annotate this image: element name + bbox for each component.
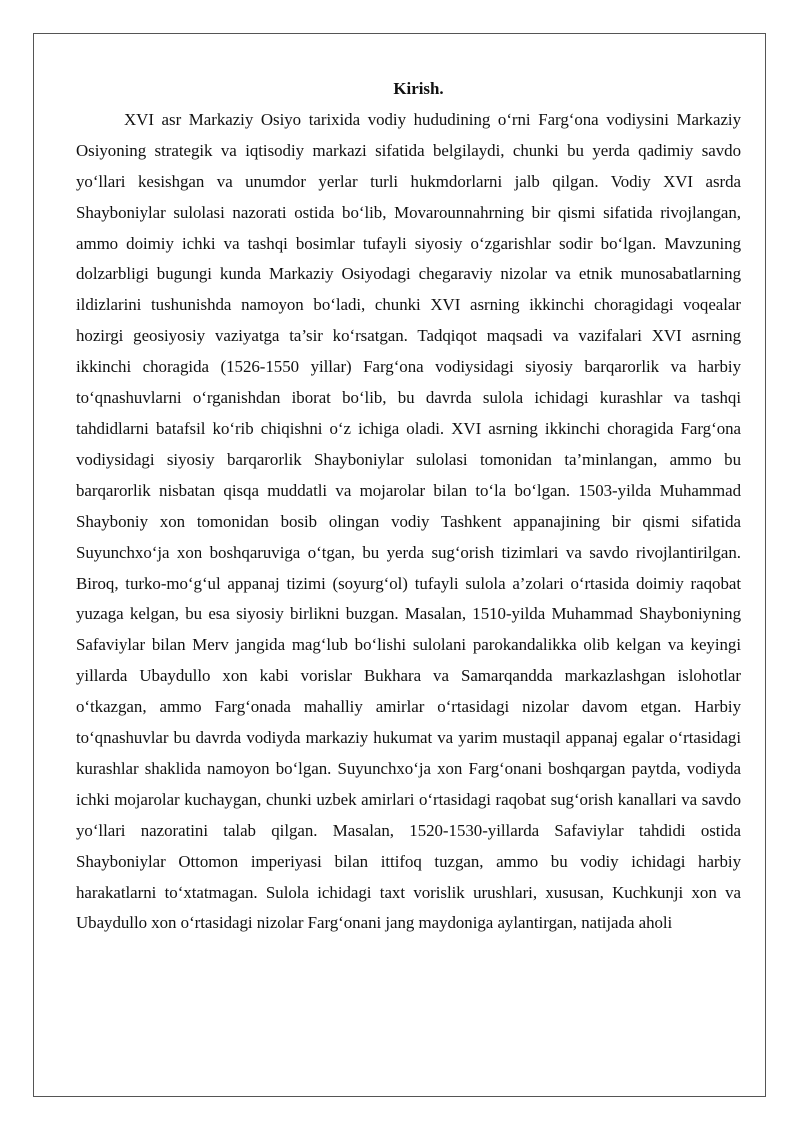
document-title: Kirish. [393, 79, 444, 98]
document-paragraph: XVI asr Markaziy Osiyo tarixida vodiy hududining o‘rni Farg‘ona vodiysini Markaziy Osiyoning strategik va iqtisodiy markazi sifatida belgilaydi, chunki bu yerda qadimiy savdo yo‘llari kesishgan va unumdor yerlar turli hukmdorlarni jalb qilgan. Vodiy XVI asrda Shayboniylar sulolasi nazorati ostida bo‘lib, Movarounnahrning bir qismi sifatida rivojlangan, ammo doimiy ichki va tashqi bosimlar tufayli siyosiy o‘zgarishlar sodir bo‘lgan. Mavzuning dolzarbligi bugungi kunda Markaziy Osiyodagi chegaraviy nizolar va etnik munosabatlarning ildizlarini tushunishda namoyon bo‘ladi, chunki XVI asrning ikkinchi choragidagi voqealar hozirgi geosiyosiy vaziyatga ta’sir ko‘rsatgan. Tadqiqot maqsadi va vazifalari XVI asrning ikkinchi choragida (1526-1550 yillar) Farg‘ona vodiysidagi siyosiy barqarorlik va harbiy to‘qnashuvlarni o‘rganishdan iborat bo‘lib, bu davrda sulola ichidagi kurashlar va tashqi tahdidlarni batafsil ko‘rib chiqishni o‘z ichiga oladi. XVI asrning ikkinchi choragida Farg‘ona vodiysidagi siyosiy barqarorlik Shayboniylar sulolasi tomonidan ta’minlangan, ammo bu barqarorlik nisbatan qisqa muddatli va mojarolar bilan to‘la bo‘lgan. 1503-yilda Muhammad Shayboniy xon tomonidan bosib olingan vodiy Tashkent appanajining bir qismi sifatida Suyunchxo‘ja xon boshqaruviga o‘tgan, bu yerda sug‘orish tizimlari va savdo rivojlantirilgan. Biroq, turko-mo‘g‘ul appanaj tizimi (soyurg‘ol) tufayli sulola a’zolari o‘rtasida doimiy raqobat yuzaga kelgan, bu esa siyosiy birlikni buzgan. Masalan, 1510-yilda Muhammad Shayboniyning Safaviylar bilan Merv jangida mag‘lub bo‘lishi sulolani parokandalikka olib kelgan va keyingi yillarda Ubaydullo xon kabi vorislar Bukhara va Samarqandda markazlashgan islohotlar o‘tkazgan, ammo Farg‘onada mahalliy amirlar o‘rtasidagi nizolar davom etgan. Harbiy to‘qnashuvlar bu davrda vodiyda markaziy hukumat va yarim mustaqil appanaj egalar o‘rtasidagi kurashlar shaklida namoyon bo‘lgan. Suyunchxo‘ja xon Farg‘onani boshqargan paytda, vodiyda ichki mojarolar kuchaygan, chunki uzbek amirlari o‘rtasidagi raqobat sug‘orish kanallari va savdo yo‘llari nazoratini talab qilgan. Masalan, 1520-1530-yillarda Safaviylar tahdidi ostida Shayboniylar Ottomon imperiyasi bilan ittifoq tuzgan, ammo bu vodiy ichidagi harbiy harakatlarni to‘xtatmagan. Sulola ichidagi taxt vorislik urushlari, xususan, Kuchkunji xon va Ubaydullo xon o‘rtasidagi nizolar Farg‘onani jang maydoniga aylantirgan, natijada aholi [76, 109, 741, 933]
document-body [76, 74, 741, 939]
